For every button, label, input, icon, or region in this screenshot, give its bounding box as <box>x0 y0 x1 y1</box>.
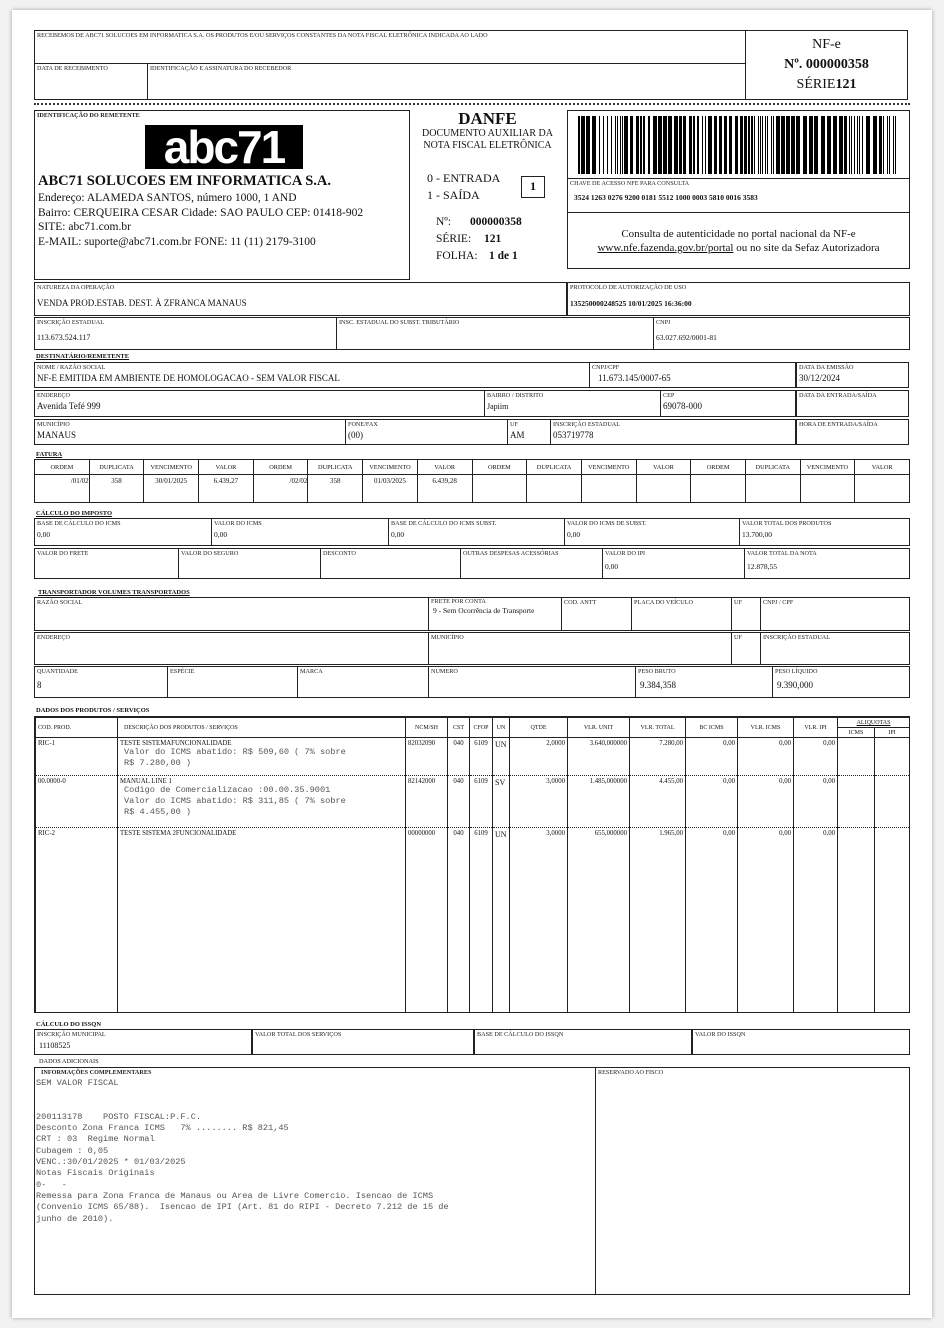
fatura-header: ORDEM <box>691 460 746 475</box>
section-issqn: CÁLCULO DO ISSQN <box>36 1021 102 1028</box>
barcode-bar <box>791 116 795 174</box>
barcode <box>578 116 898 174</box>
product-icms: 0,00 <box>738 738 794 776</box>
dest-cnpj: CNPJ/CPF 11.673.145/0007-65 <box>589 362 796 388</box>
product-bc: 0,00 <box>686 828 738 842</box>
product-cod: 00.0000-0 <box>36 776 118 828</box>
product-total: 4.455,00 <box>630 776 686 828</box>
consulta-text: Consulta de autenticidade no portal nacional da NF-e <box>621 228 856 240</box>
product-ipi: 0,00 <box>794 828 838 842</box>
product-qtde: 3,0000 <box>510 828 568 842</box>
product-a_ipi <box>875 738 910 776</box>
fatura-header: VENCIMENTO <box>800 460 855 475</box>
product-unit: 655,000000 <box>568 828 630 842</box>
danfe-subtitle-2: NOTA FISCAL ELETRÔNICA <box>423 140 552 151</box>
barcode-bar <box>866 116 870 174</box>
product-row <box>36 776 910 828</box>
dest-municipio: MUNICÍPIO MANAUS <box>34 419 346 445</box>
inscricao-estadual-st: INSC. ESTADUAL DO SUBST. TRIBUTÁRIO <box>336 317 654 350</box>
danfe-block <box>410 110 565 280</box>
valor-frete: VALOR DO FRETE <box>34 548 179 579</box>
numero-value: 000000358 <box>470 216 522 228</box>
fatura-ordem <box>691 475 746 503</box>
product-cfop: 6109 <box>470 776 493 828</box>
barcode-bar <box>893 116 894 174</box>
barcode-bar <box>781 116 785 174</box>
dest-bairro: BAIRRO / DISTRITO Japiim <box>484 390 661 417</box>
barcode-bar <box>873 116 877 174</box>
product-icms: 0,00 <box>738 828 794 842</box>
nfe-number: Nº. 000000358 <box>784 57 869 72</box>
cnpj-emitente: CNPJ 63.027.692/0001-81 <box>653 317 910 350</box>
barcode-bar <box>702 116 703 174</box>
consulta-link[interactable]: www.nfe.fazenda.gov.br/portal <box>597 242 734 254</box>
barcode-bar <box>754 116 755 174</box>
serie-label: SÉRIE <box>796 77 836 92</box>
fatura-header: VENCIMENTO <box>144 460 199 475</box>
barcode-bar <box>599 116 600 174</box>
vol-numero: NUMERO <box>428 666 636 698</box>
barcode-bar <box>854 116 855 174</box>
fatura-header: VALOR <box>199 460 254 475</box>
issqn-servicos: VALOR TOTAL DOS SERVIÇOS <box>252 1029 474 1055</box>
empty-cell <box>568 841 630 1012</box>
fatura-header: VENCIMENTO <box>581 460 636 475</box>
barcode-bar <box>887 116 888 174</box>
product-a_icms <box>838 776 875 828</box>
product-bc: 0,00 <box>686 738 738 776</box>
valor-icms-st: VALOR DO ICMS DE SUBST. 0,00 <box>564 518 740 546</box>
barcode-bar <box>611 116 612 174</box>
barcode-bar <box>603 116 604 174</box>
folha-label: FOLHA: <box>436 250 478 262</box>
produtos-header: COD. PROD. <box>36 718 118 738</box>
barcode-bar <box>697 116 699 174</box>
vol-marca: MARCA <box>297 666 429 698</box>
barcode-bar <box>586 116 590 174</box>
fatura-header: VALOR <box>417 460 472 475</box>
dest-ie: INSCRIÇÃO ESTADUAL 053719778 <box>550 419 796 445</box>
barcode-bar <box>640 116 642 174</box>
barcode-bar <box>821 116 825 174</box>
empty-cell <box>493 841 510 1012</box>
emitente-bairro: Bairro: CERQUEIRA CESAR Cidade: SAO PAULO CEP: 01418-902 <box>38 206 364 219</box>
transp-uf: UF <box>731 597 761 631</box>
barcode-bar <box>862 116 863 174</box>
danfe-subtitle-1: DOCUMENTO AUXILIAR DA <box>422 128 553 139</box>
product-extra-info: R$ 7.280,00 ) <box>124 758 192 768</box>
protocolo: PROTOCOLO DE AUTORIZAÇÃO DE USO 135250000248525 10/01/2025 16:36:00 <box>567 282 910 316</box>
section-produtos: DADOS DOS PRODUTOS / SERVIÇOS <box>36 707 150 714</box>
produtos-header: VLR. TOTAL <box>630 718 686 738</box>
fatura-ordem: /01/02 <box>35 475 90 503</box>
barcode-bar <box>679 116 682 174</box>
product-extra-info: R$ 4.455,00 ) <box>124 807 192 817</box>
fatura-vencimento: 01/03/2025 <box>363 475 418 503</box>
product-un: UN <box>493 828 510 842</box>
saida-label: 1 - SAÍDA <box>427 188 480 202</box>
product-ncm: 00000000 <box>406 828 448 842</box>
empty-cell <box>118 841 406 1012</box>
barcode-bar <box>751 116 753 174</box>
barcode-bar <box>643 116 645 174</box>
product-ncm: 82032090 <box>406 738 448 776</box>
product-a_ipi <box>875 776 910 828</box>
barcode-bar <box>693 116 695 174</box>
serie-label: SÉRIE: <box>436 233 472 245</box>
barcode-bar <box>771 116 772 174</box>
barcode-bar <box>748 116 750 174</box>
product-un: SV <box>493 776 510 828</box>
barcode-bar <box>663 116 667 174</box>
fatura-valor: 6.439,27 <box>199 475 254 503</box>
fatura-table-wrap <box>34 459 910 503</box>
valor-seguro: VALOR DO SEGURO <box>178 548 321 579</box>
empty-cell <box>794 841 838 1012</box>
product-extra-info: Codigo de Comercializacao :00.00.35.9001 <box>124 785 331 795</box>
barcode-bar <box>607 116 608 174</box>
product-cod: RIC-1 <box>36 738 118 776</box>
barcode-bar <box>765 116 766 174</box>
transp-placa: PLACA DO VEÍCULO <box>631 597 732 631</box>
danfe-page <box>12 10 932 1318</box>
empty-cell <box>738 841 794 1012</box>
fatura-header: VENCIMENTO <box>363 460 418 475</box>
barcode-bar <box>786 116 790 174</box>
canhoto-recebemos: RECEBEMOS DE ABC71 SOLUCOES EM INFORMATICA S.A. OS PRODUTOS E/OU SERVIÇOS CONSTANTES DA NOTA FISCAL ELETRÔNICA INDICADA AO LADO <box>34 30 746 65</box>
vol-especie: ESPÉCIE <box>167 666 298 698</box>
transp-endereco: ENDEREÇO <box>34 632 429 665</box>
barcode-bar <box>724 116 727 174</box>
barcode-bar <box>578 116 580 174</box>
fatura-header: DUPLICATA <box>745 460 800 475</box>
barcode-bar <box>729 116 732 174</box>
emitente-box: IDENTIFICAÇÃO DO REMETENTE abc71 ABC71 SOLUCOES EM INFORMATICA S.A. Endereço: ALAMEDA SANTOS, número 1000, 1 AND Bairro: CERQUEIRA CESAR Cidade: SAO PAULO CEP: 01418-902 SITE: abc71.com.br E-MAIL: suporte@abc71.com.br FONE: 11 (11) 2179-3100 <box>34 110 410 280</box>
produtos-header: ALIQUOTAS <box>838 718 910 728</box>
section-fatura: FATURA <box>36 451 63 458</box>
dest-hora: HORA DE ENTRADA/SAÍDA <box>796 419 909 445</box>
barcode-bar <box>889 116 890 174</box>
barcode-bar <box>773 116 774 174</box>
transp-frete: FRETE POR CONTA 9 - Sem Ocorrência de Transporte <box>428 597 562 631</box>
inscricao-estadual: INSCRIÇÃO ESTADUAL 113.673.524.117 <box>34 317 337 350</box>
fatura-header: DUPLICATA <box>89 460 144 475</box>
cut-line <box>34 103 910 105</box>
folha-value: 1 de 1 <box>489 250 518 262</box>
product-qtde: 3,0000 <box>510 776 568 828</box>
barcode-bar <box>683 116 686 174</box>
reservado-fisco: RESERVADO AO FISCO <box>595 1067 910 1295</box>
barcode-bar <box>708 116 712 174</box>
valor-total-produtos: VALOR TOTAL DOS PRODUTOS 13.700,00 <box>739 518 910 546</box>
produtos-table-wrap <box>34 716 910 1013</box>
product-cst: 040 <box>448 828 470 842</box>
fatura-valor: 6.439,28 <box>417 475 472 503</box>
barcode-bar <box>776 116 780 174</box>
vol-peso-bruto: PESO BRUTO 9.384,358 <box>635 666 773 698</box>
empty-cell <box>406 841 448 1012</box>
canhoto-data-recebimento: DATA DE RECEBIMENTO <box>34 63 149 100</box>
product-a_ipi <box>875 828 910 842</box>
barcode-bar <box>658 116 662 174</box>
serie-value: 121 <box>835 77 857 92</box>
issqn-valor: VALOR DO ISSQN <box>692 1029 910 1055</box>
vol-quantidade: QUANTIDADE 8 <box>34 666 168 698</box>
empty-cell <box>838 841 875 1012</box>
dest-cep: CEP 69078-000 <box>660 390 796 417</box>
barcode-box <box>567 110 910 180</box>
product-extra-info: Valor do ICMS abatido: R$ 509,60 ( 7% sobre <box>124 747 346 757</box>
dest-data-entrada: DATA DA ENTRADA/SAÍDA <box>796 390 909 417</box>
barcode-bar <box>796 116 800 174</box>
barcode-bar <box>849 116 850 174</box>
empty-cell <box>630 841 686 1012</box>
product-ipi: 0,00 <box>794 738 838 776</box>
tipo-operacao-box: 1 <box>521 176 545 198</box>
barcode-bar <box>857 116 858 174</box>
product-cfop: 6109 <box>470 828 493 842</box>
section-dados-adicionais: DADOS ADICIONAIS <box>39 1058 99 1065</box>
fatura-vencimento <box>800 475 855 503</box>
fatura-header: ORDEM <box>472 460 527 475</box>
company-logo: abc71 <box>145 125 303 169</box>
fatura-header: DUPLICATA <box>308 460 363 475</box>
barcode-bar <box>581 116 585 174</box>
serie-value: 121 <box>484 233 502 245</box>
fatura-header: VALOR <box>855 460 910 475</box>
empty-cell <box>510 841 568 1012</box>
produtos-header: BC ICMS <box>686 718 738 738</box>
product-cfop: 6109 <box>470 738 493 776</box>
natureza-operacao: NATUREZA DA OPERAÇÃO VENDA PROD.ESTAB. DEST. À ZFRANCA MANAUS <box>34 282 567 316</box>
fatura-header-row <box>35 460 910 475</box>
fatura-values-row <box>35 475 910 503</box>
section-transporte: TRANSPORTADOR VOLUMES TRANSPORTADOS <box>38 589 190 596</box>
barcode-bar <box>674 116 678 174</box>
aliquota-header: IPI <box>875 728 910 738</box>
barcode-bar <box>714 116 717 174</box>
product-qtde: 2,0000 <box>510 738 568 776</box>
barcode-bar <box>827 116 831 174</box>
fatura-duplicata: 358 <box>308 475 363 503</box>
barcode-bar <box>622 116 623 174</box>
barcode-bar <box>803 116 807 174</box>
product-unit: 1.485,000000 <box>568 776 630 828</box>
outras-despesas: OUTRAS DESPESAS ACESSÓRIAS <box>460 548 603 579</box>
emitente-email: E-MAIL: suporte@abc71.com.br FONE: 11 (11) 2179-3100 <box>38 235 316 248</box>
product-ipi: 0,00 <box>794 776 838 828</box>
transp-uf-2: UF <box>731 632 761 665</box>
product-a_icms <box>838 738 875 776</box>
valor-icms: VALOR DO ICMS 0,00 <box>211 518 389 546</box>
fatura-vencimento: 30/01/2025 <box>144 475 199 503</box>
product-desc <box>118 776 406 828</box>
consulta-box: Consulta de autenticidade no portal nacional da NF-e www.nfe.fazenda.gov.br/portal ou no site da Sefaz Autorizadora <box>567 212 910 269</box>
product-desc <box>118 828 406 842</box>
barcode-bar <box>630 116 633 174</box>
danfe-title: DANFE <box>458 109 517 128</box>
empty-cell <box>686 841 738 1012</box>
barcode-bar <box>844 116 847 174</box>
barcode-bar <box>705 116 706 174</box>
fatura-ordem: /02/02 <box>253 475 308 503</box>
product-description: TESTE SISTEMA 2FUNCIONALIDADE <box>120 830 237 837</box>
barcode-bar <box>758 116 759 174</box>
barcode-bar <box>762 116 763 174</box>
produtos-header: UN <box>493 718 510 738</box>
emitente-nome: ABC71 SOLUCOES EM INFORMATICA S.A. <box>38 173 331 189</box>
barcode-bar <box>859 116 860 174</box>
barcode-bar <box>719 116 722 174</box>
nfe-label: NF-e <box>812 37 841 52</box>
barcode-bar <box>615 116 616 174</box>
canhoto-nfe-box <box>745 30 908 100</box>
fatura-valor <box>855 475 910 503</box>
empty-cell <box>875 841 910 1012</box>
produtos-header: VLR. UNIT <box>568 718 630 738</box>
fatura-header: ORDEM <box>35 460 90 475</box>
barcode-bar <box>760 116 761 174</box>
section-destinatario: DESTINATÁRIO/REMETENTE <box>36 353 130 360</box>
issqn-bc: BASE DE CÁLCULO DO ISSQN <box>474 1029 692 1055</box>
barcode-bar <box>740 116 743 174</box>
info-text: SEM VALOR FISCAL 200113178 POSTO FISCAL:P.F.C. Desconto Zona Franca ICMS 7% ........ R$ 821,45 CRT : 03 Regime Normal Cubagem : 0,05 VENC.:30/01/2025 * 01/03/2025 Notas Fiscais Originais 0- - Remessa para Zona Franca de Manaus ou Area de Livre Comercio. Isencao de ICMS (Convenio ICMS 65/88). Isencao de IPI (Art. 81 do RIPI - Decreto 7.212 de 15 de junho de 2010). <box>36 1078 449 1224</box>
fatura-header: ORDEM <box>253 460 308 475</box>
produtos-header-row <box>36 718 910 728</box>
fatura-valor <box>636 475 691 503</box>
produtos-header: VLR. ICMS <box>738 718 794 738</box>
product-row <box>36 738 910 776</box>
empty-cell <box>448 841 470 1012</box>
dest-nome: NOME / RAZÃO SOCIAL NF-E EMITIDA EM AMBIENTE DE HOMOLOGACAO - SEM VALOR FISCAL <box>34 362 590 388</box>
barcode-bar <box>744 116 747 174</box>
product-description: TESTE SISTEMAFUNCIONALIDADE <box>120 740 232 747</box>
issqn-im: INSCRIÇÃO MUNICIPAL 11108525 <box>34 1029 252 1055</box>
barcode-bar <box>767 116 768 174</box>
product-total: 1.965,00 <box>630 828 686 842</box>
product-total: 7.280,00 <box>630 738 686 776</box>
canhoto-assinatura: IDENTIFICAÇÃO E ASSINATURA DO RECEBEDOR <box>147 63 746 100</box>
vol-peso-liquido: PESO LÍQUIDO 9.390,000 <box>772 666 910 698</box>
produtos-table <box>35 717 910 1012</box>
produtos-header: CFOP <box>470 718 493 738</box>
barcode-bar <box>617 116 618 174</box>
transp-cnpj: CNPJ / CPF <box>760 597 910 631</box>
numero-label: Nº: <box>436 216 452 228</box>
produtos-header: DESCRIÇÃO DOS PRODUTOS / SERVIÇOS <box>118 718 406 738</box>
product-filler-row <box>36 841 910 1012</box>
aliquota-header: ICMS <box>838 728 875 738</box>
fatura-duplicata: 358 <box>89 475 144 503</box>
fatura-vencimento <box>581 475 636 503</box>
bc-icms: BASE DE CÁLCULO DO ICMS 0,00 <box>34 518 212 546</box>
product-bc: 0,00 <box>686 776 738 828</box>
barcode-bar <box>620 116 621 174</box>
fatura-table <box>34 459 910 503</box>
barcode-bar <box>895 116 896 174</box>
produtos-header: NCM/SH <box>406 718 448 738</box>
fatura-duplicata <box>745 475 800 503</box>
product-description: MANUAL LINE 1 <box>120 778 172 785</box>
emitente-site: SITE: abc71.com.br <box>38 221 131 233</box>
product-cst: 040 <box>448 776 470 828</box>
emitente-endereco: Endereço: ALAMEDA SANTOS, número 1000, 1 AND <box>38 192 297 204</box>
transp-municipio: MUNICÍPIO <box>428 632 732 665</box>
barcode-bar <box>592 116 596 174</box>
barcode-bar <box>636 116 639 174</box>
empty-cell <box>470 841 493 1012</box>
fatura-ordem <box>472 475 527 503</box>
desconto: DESCONTO <box>320 548 461 579</box>
fatura-duplicata <box>527 475 582 503</box>
informacoes-complementares: INFORMAÇÕES COMPLEMENTARES SEM VALOR FISCAL 200113178 POSTO FISCAL:P.F.C. Desconto Zona Franca ICMS 7% ........ R$ 821,45 CRT : 03 Regime Normal Cubagem : 0,05 VENC.:30/01/2025 * 01/03/2025 Notas Fiscais Originais 0- - Remessa para Zona Franca de Manaus ou Area de Livre Comercio. Isencao de ICMS (Convenio ICMS 65/88). Isencao de IPI (Art. 81 do RIPI - Decreto 7.212 de 15 de junho de 2010). <box>34 1067 596 1295</box>
product-icms: 0,00 <box>738 776 794 828</box>
chave-acesso: CHAVE DE ACESSO NFE PARA CONSULTA 3524 1263 0276 9200 0181 5512 1000 0003 5810 0016 3583 <box>567 178 910 214</box>
barcode-bar <box>851 116 852 174</box>
barcode-bar <box>689 116 692 174</box>
transp-ie: INSCRIÇÃO ESTADUAL <box>760 632 910 665</box>
barcode-bar <box>833 116 837 174</box>
entrada-label: 0 - ENTRADA <box>427 171 501 185</box>
fatura-header: VALOR <box>636 460 691 475</box>
barcode-bar <box>814 116 818 174</box>
product-desc <box>118 738 406 776</box>
empty-cell <box>36 841 118 1012</box>
produtos-header: CST <box>448 718 470 738</box>
transp-razao: RAZÃO SOCIAL <box>34 597 429 631</box>
barcode-bar <box>883 116 884 174</box>
product-row <box>36 828 910 842</box>
section-imposto: CÁLCULO DO IMPOSTO <box>36 510 113 517</box>
barcode-bar <box>879 116 882 174</box>
product-cod: RIC-2 <box>36 828 118 842</box>
barcode-bar <box>839 116 843 174</box>
product-cst: 040 <box>448 738 470 776</box>
product-un: UN <box>493 738 510 776</box>
barcode-bar <box>648 116 650 174</box>
produtos-header: VLR. IPI <box>794 718 838 738</box>
bc-icms-st: BASE DE CÁLCULO DO ICMS SUBST. 0,00 <box>388 518 565 546</box>
dest-fone: FONE/FAX (00) <box>345 419 508 445</box>
dest-uf: UF AM <box>507 419 551 445</box>
barcode-bar <box>735 116 738 174</box>
barcode-bar <box>624 116 628 174</box>
barcode-bar <box>668 116 672 174</box>
dest-endereco: ENDEREÇO Avenida Tefé 999 <box>34 390 485 417</box>
product-ncm: 82142000 <box>406 776 448 828</box>
fatura-header: DUPLICATA <box>527 460 582 475</box>
barcode-bar <box>809 116 813 174</box>
barcode-bar <box>653 116 657 174</box>
product-unit: 3.640,000000 <box>568 738 630 776</box>
chave-value: 3524 1263 0276 9200 0181 5512 1000 0003 5810 0016 3583 <box>574 193 758 202</box>
valor-ipi: VALOR DO IPI 0,00 <box>602 548 745 579</box>
produtos-header: QTDE <box>510 718 568 738</box>
product-a_icms <box>838 828 875 842</box>
valor-total-nota: VALOR TOTAL DA NOTA 12.878,55 <box>744 548 910 579</box>
dest-data-emissao: DATA DA EMISSÃO 30/12/2024 <box>796 362 909 388</box>
transp-antt: COD. ANTT <box>561 597 632 631</box>
product-extra-info: Valor do ICMS abatido: R$ 311,85 ( 7% sobre <box>124 796 346 806</box>
